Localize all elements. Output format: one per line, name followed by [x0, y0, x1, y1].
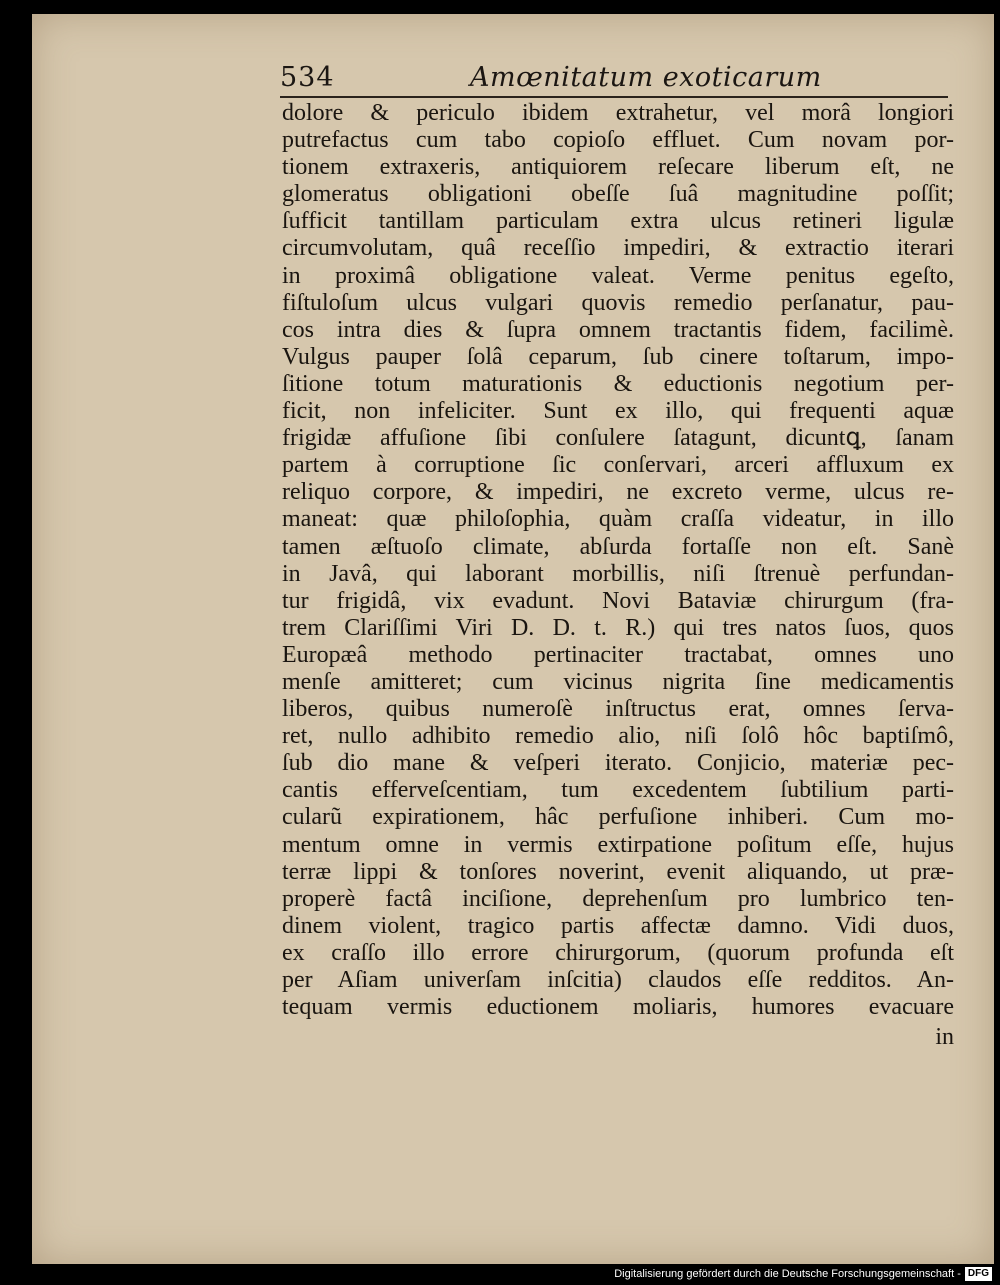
text-line: partem à corruptione ſic conſervari, arceri affluxum ex — [282, 452, 954, 479]
page-header — [280, 62, 950, 96]
text-line: terræ lippi & tonſores noverint, evenit aliquando, ut præ- — [282, 858, 954, 885]
text-line: mentum omne in vermis extirpatione poſitum eſſe, hujus — [282, 831, 954, 858]
text-line: frigidæ affuſione ſibi conſulere ſatagunt, dicuntꝗ, ſanam — [282, 425, 954, 452]
text-line: ſitione totum maturationis & eductionis negotium per- — [282, 370, 954, 397]
text-line: dolore & periculo ibidem extrahetur, vel morâ longiori — [282, 100, 954, 126]
text-line: cantis efferveſcentiam, tum excedentem ſubtilium parti- — [282, 777, 954, 804]
text-line: tur frigidâ, vix evadunt. Novi Bataviæ chirurgum (fra- — [282, 587, 954, 614]
text-line: Vulgus pauper ſolâ ceparum, ſub cinere toſtarum, impo- — [282, 343, 954, 370]
page-number: 534 — [280, 62, 335, 93]
text-line: Europæâ methodo pertinaciter tractabat, omnes uno — [282, 641, 954, 668]
text-line: properè factâ inciſione, deprehenſum pro lumbrico ten- — [282, 885, 954, 912]
text-line: in Javâ, qui laborant morbillis, niſi ſtrenuè perfundan- — [282, 560, 954, 587]
text-line: menſe amitteret; cum vicinus nigrita ſine medicamentis — [282, 668, 954, 695]
text-line: tionem extraxeris, antiquiorem reſecare liberum eſt, ne — [282, 154, 954, 181]
text-line: in proximâ obligatione valeat. Verme penitus egeſto, — [282, 262, 954, 289]
text-line: circumvolutam, quâ receſſio impediri, & extractio iterari — [282, 235, 954, 262]
text-line: per Aſiam univerſam inſcitia) claudos eſſe redditos. An- — [282, 967, 954, 993]
body-text — [282, 100, 954, 1021]
text-line: ſufficit tantillam particulam extra ulcus retineri ligulæ — [282, 208, 954, 235]
text-line: ex craſſo illo errore chirurgorum, (quorum profunda eſt — [282, 939, 954, 966]
text-line: fiſtuloſum ulcus vulgari quovis remedio perſanatur, pau- — [282, 289, 954, 316]
header-rule — [280, 96, 948, 98]
text-line: ficit, non infeliciter. Sunt ex illo, qui frequenti aquæ — [282, 398, 954, 425]
text-line: ret, nullo adhibito remedio alio, niſi ſolô hôc baptiſmô, — [282, 723, 954, 750]
text-line: tequam vermis eductionem moliaris, humores evacuare — [282, 994, 954, 1021]
text-line: tamen æſtuoſo climate, abſurda fortaſſe non eſt. Sanè — [282, 533, 954, 560]
footer-credit: Digitalisierung gefördert durch die Deutsche Forschungsgemeinschaft - — [614, 1268, 961, 1280]
catchword: in — [935, 1024, 954, 1050]
footer — [614, 1267, 992, 1281]
text-line: putrefactus cum tabo copioſo effluet. Cum novam por- — [282, 127, 954, 154]
text-line: glomeratus obligationi obeſſe ſuâ magnitudine poſſit; — [282, 181, 954, 208]
text-line: maneat: quæ philoſophia, quàm craſſa videatur, in illo — [282, 506, 954, 533]
text-line: cularũ expirationem, hâc perfuſione inhiberi. Cum mo- — [282, 804, 954, 831]
dfg-logo: DFG — [965, 1267, 992, 1281]
text-line: dinem violent, tragico partis affectæ damno. Vidi duos, — [282, 912, 954, 939]
text-line: ſub dio mane & veſperi iterato. Conjicio, materiæ pec- — [282, 750, 954, 777]
running-title: Amœnitatum exoticarum — [470, 62, 822, 93]
text-line: cos intra dies & ſupra omnem tractantis fidem, facilimè. — [282, 316, 954, 343]
text-line: liberos, quibus numeroſè inſtructus erat, omnes ſerva- — [282, 696, 954, 723]
text-line: reliquo corpore, & impediri, ne excreto verme, ulcus re- — [282, 479, 954, 506]
text-line: trem Clariſſimi Viri D. D. t. R.) qui tres natos ſuos, quos — [282, 614, 954, 641]
